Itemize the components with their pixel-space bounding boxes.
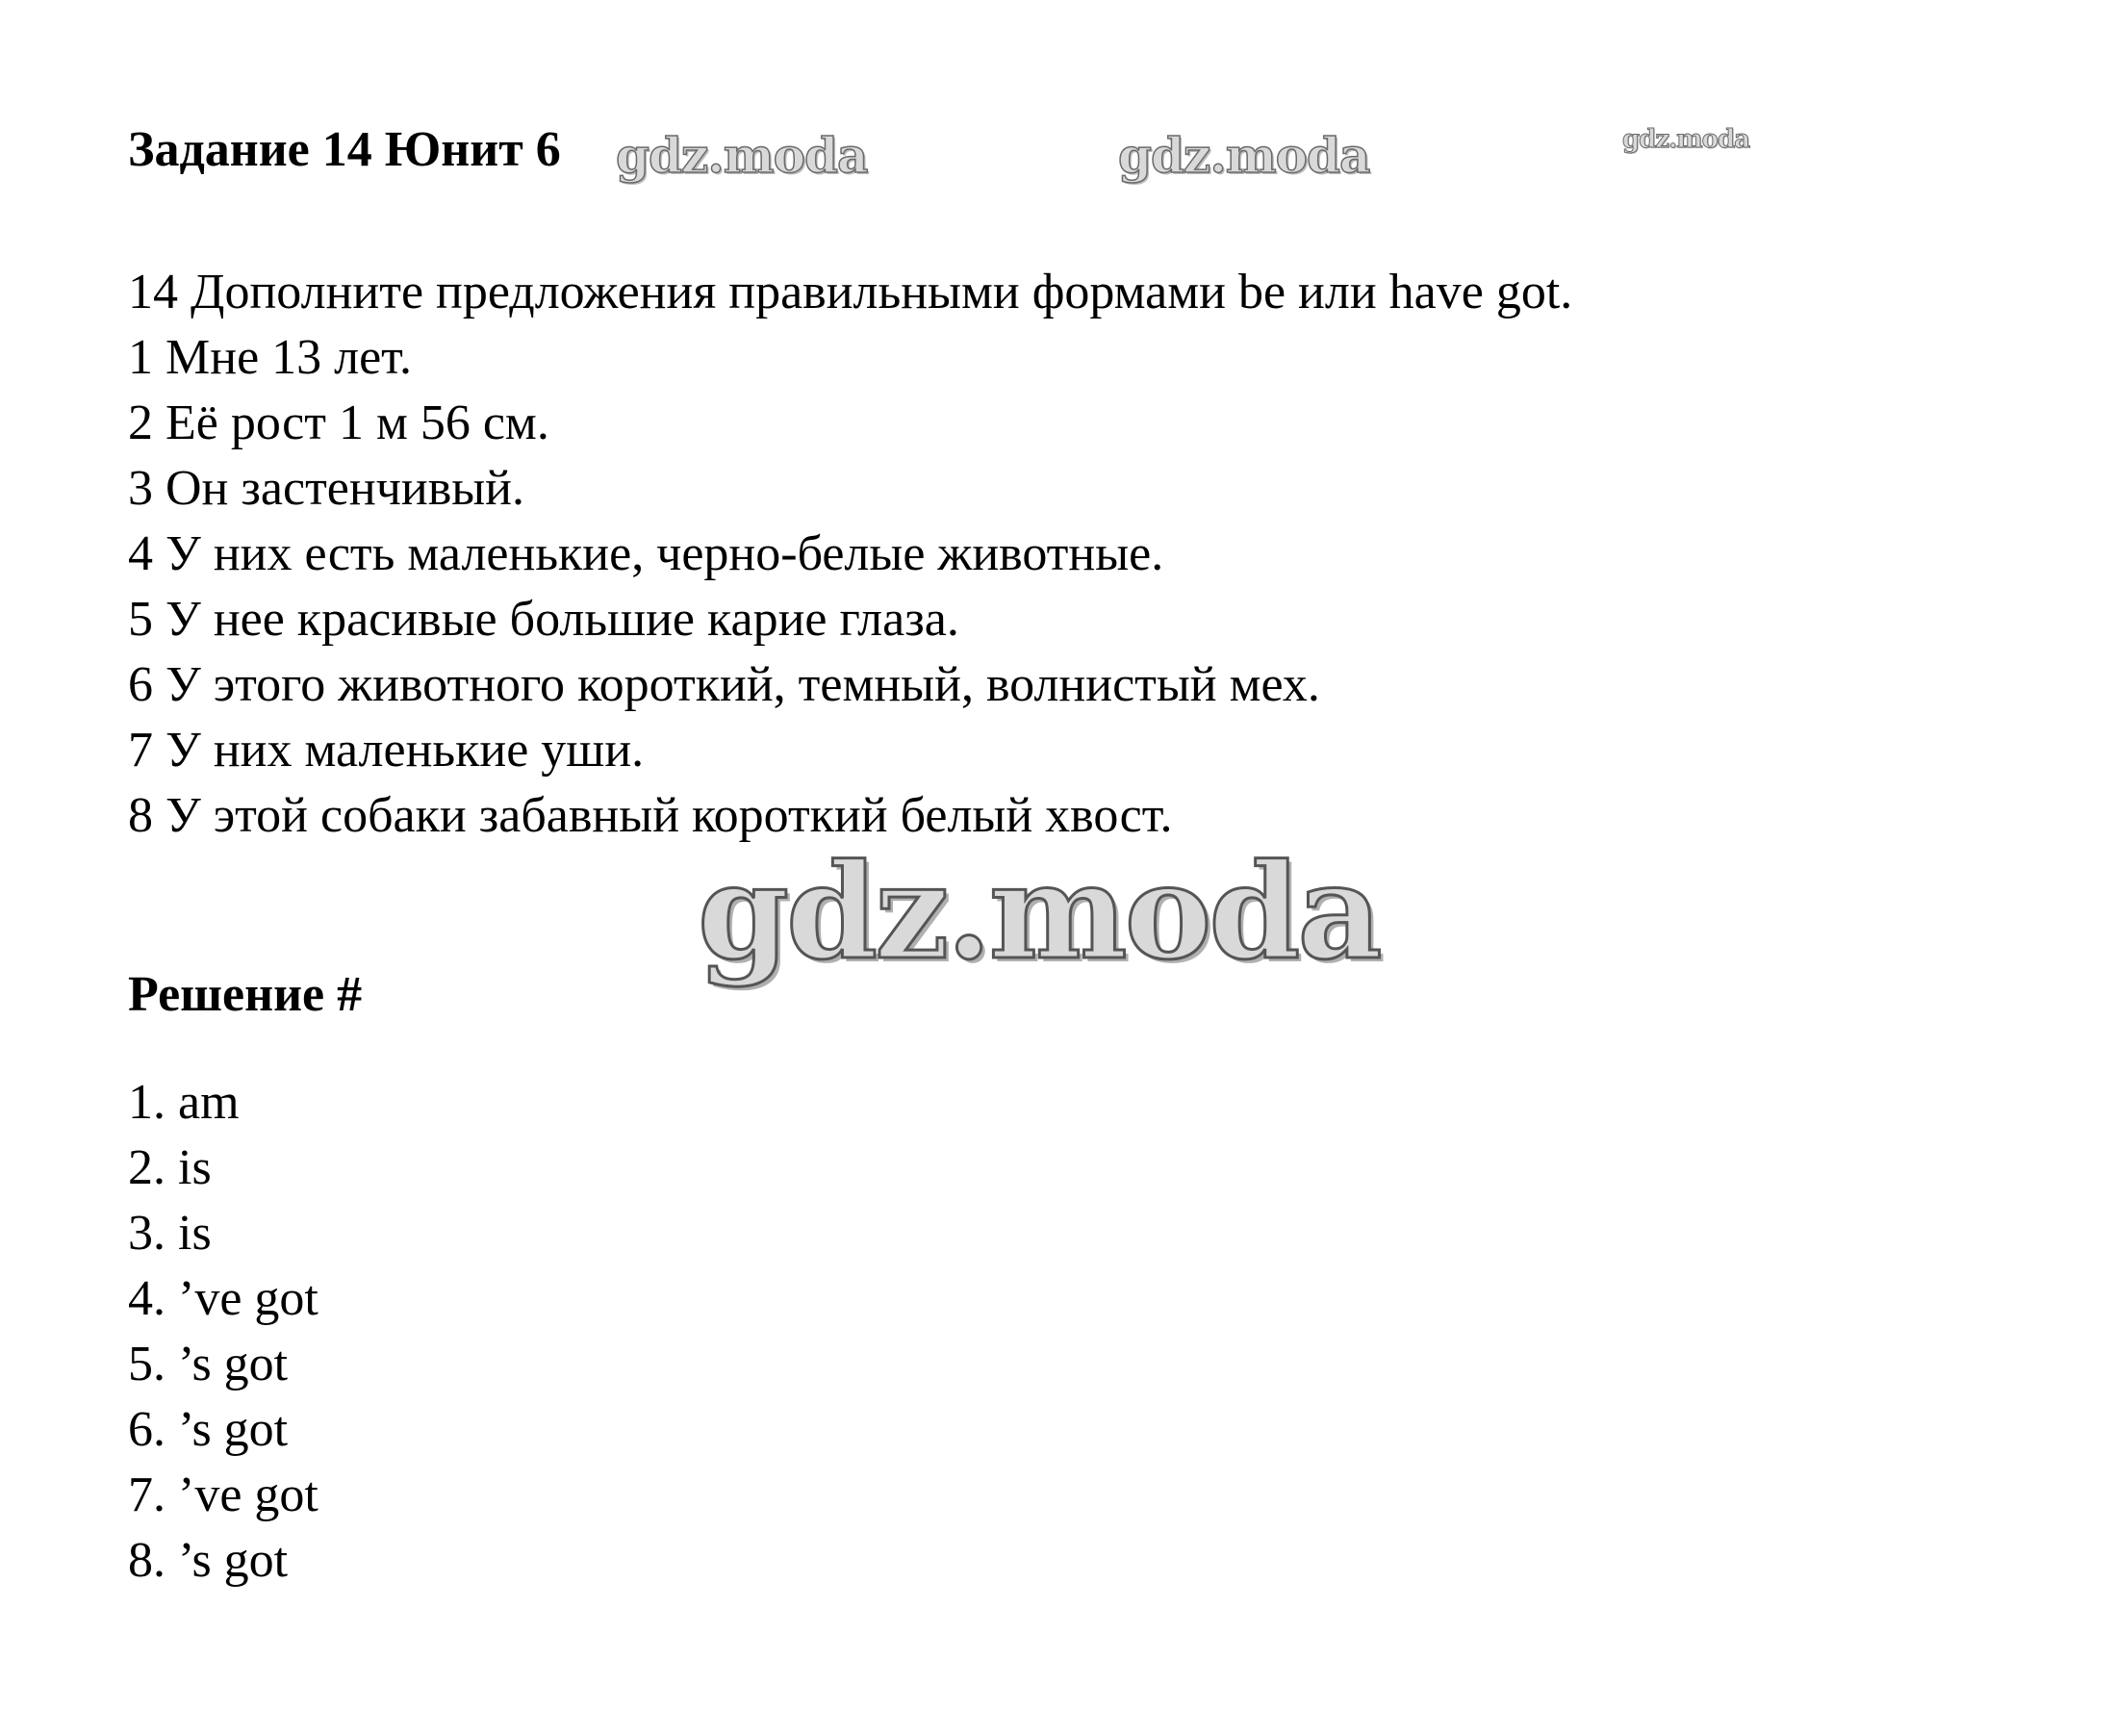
watermark-logo: gdz.moda: [616, 127, 868, 184]
page-title: Задание 14 Юнит 6: [128, 122, 561, 177]
task-item: 5 У нее красивые большие карие глаза.: [128, 592, 959, 647]
answer-item: 4. ’ve got: [128, 1271, 318, 1326]
answer-item: 6. ’s got: [128, 1402, 289, 1457]
answer-item: 5. ’s got: [128, 1337, 289, 1391]
answer-item: 2. is: [128, 1140, 212, 1195]
watermark-logo: gdz.moda: [1622, 125, 1750, 154]
task-block: [128, 260, 1572, 849]
task-item: 3 Он застенчивый.: [128, 461, 525, 516]
task-item: 1 Мне 13 лет.: [128, 330, 412, 385]
answer-item: 7. ’ve got: [128, 1468, 318, 1522]
answer-item: 3. is: [128, 1206, 212, 1261]
task-instruction: 14 Дополните предложения правильными формами be или have got.: [128, 265, 1573, 319]
task-item: 8 У этой собаки забавный короткий белый хвост.: [128, 788, 1173, 843]
answer-item: 1. am: [128, 1075, 240, 1130]
task-item: 7 У них маленькие уши.: [128, 723, 645, 778]
answers-block: [128, 1070, 318, 1594]
watermark-logo: gdz.moda: [1118, 127, 1370, 184]
task-item: 2 Её рост 1 м 56 см.: [128, 396, 549, 450]
answer-item: 8. ’s got: [128, 1533, 289, 1588]
task-item: 4 У них есть маленькие, черно-белые животные.: [128, 526, 1164, 581]
solution-heading: Решение #: [128, 967, 363, 1022]
watermark-logo-large: gdz.moda: [698, 835, 1380, 989]
task-item: 6 У этого животного короткий, темный, волнистый мех.: [128, 657, 1320, 712]
